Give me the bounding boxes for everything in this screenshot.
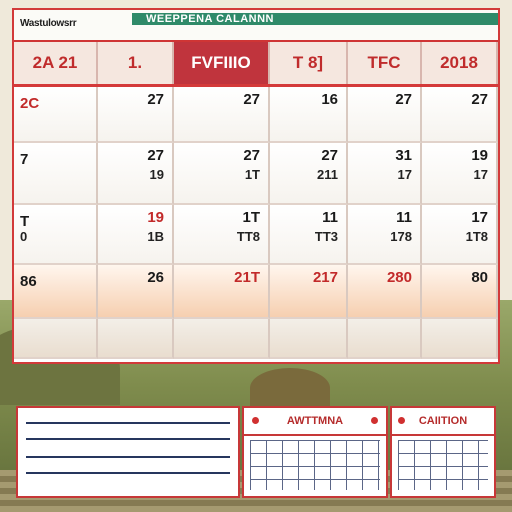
header-cell[interactable]: T 8] [270, 42, 348, 84]
day-cell[interactable] [98, 143, 174, 205]
day-number: 80 [471, 269, 488, 286]
notes-panel[interactable] [16, 406, 240, 498]
notes-line [26, 456, 230, 458]
day-number: 17 [471, 209, 488, 226]
day-cell[interactable] [174, 143, 270, 205]
ring-dot-icon [371, 417, 378, 424]
day-number: 11 [396, 209, 412, 226]
day-number: 27 [243, 91, 260, 108]
day-event: 1T [244, 167, 260, 182]
calendar-window [12, 8, 500, 364]
mini-calendar-header [244, 408, 386, 436]
day-event: 17 [397, 167, 412, 182]
day-number: 280 [386, 269, 412, 286]
day-number: 21T [234, 269, 260, 286]
day-number: 19 [147, 209, 164, 226]
ring-dot-icon [398, 417, 405, 424]
day-cell[interactable] [98, 205, 174, 265]
brand-label: Wastulowsrr [20, 18, 77, 29]
day-cell[interactable] [422, 143, 498, 205]
day-cell[interactable] [174, 319, 270, 359]
day-cell[interactable] [270, 143, 348, 205]
day-number: 7 [20, 151, 29, 168]
day-cell[interactable] [348, 87, 422, 143]
day-number: 19 [471, 147, 488, 164]
day-event: 17 [473, 167, 488, 182]
day-number: 27 [321, 147, 338, 164]
day-cell[interactable] [348, 143, 422, 205]
mini-calendar-grid [398, 440, 488, 490]
day-event: 1B [147, 229, 164, 244]
day-number: 26 [147, 269, 164, 286]
day-cell[interactable] [422, 319, 498, 359]
day-event: 211 [317, 167, 338, 182]
mini-calendar-title: AWTTMNA [286, 415, 344, 427]
day-cell[interactable] [14, 265, 98, 319]
month-grid [14, 87, 498, 362]
day-number: 16 [321, 91, 338, 108]
mini-calendar-2[interactable] [390, 406, 496, 498]
day-cell[interactable] [98, 319, 174, 359]
header-cell[interactable]: 2018 [422, 42, 498, 84]
header-cell[interactable]: 1. [98, 42, 174, 84]
day-number: 11 [322, 209, 338, 226]
day-number: 86 [20, 273, 37, 290]
day-cell[interactable] [98, 265, 174, 319]
day-number: 27 [243, 147, 260, 164]
day-cell[interactable] [270, 205, 348, 265]
day-number: 27 [147, 147, 164, 164]
day-cell[interactable] [174, 205, 270, 265]
header-row [14, 42, 498, 87]
notes-line [26, 472, 230, 474]
day-number: 27 [471, 91, 488, 108]
header-cell[interactable]: 2A 21 [14, 42, 98, 84]
mini-calendar-grid [250, 440, 380, 490]
day-cell[interactable] [348, 319, 422, 359]
day-event: 0 [20, 229, 28, 244]
notes-line [26, 422, 230, 424]
day-cell[interactable] [422, 265, 498, 319]
day-event: 178 [390, 229, 412, 244]
day-event: 19 [149, 167, 164, 182]
day-number: 217 [312, 269, 338, 286]
day-event: 1T8 [465, 229, 488, 244]
mini-calendar-header [392, 408, 494, 436]
mini-calendar-title: CAIITION [418, 415, 468, 427]
day-cell[interactable] [14, 143, 98, 205]
day-cell[interactable] [348, 205, 422, 265]
day-cell[interactable] [14, 205, 98, 265]
day-number: T [20, 213, 30, 230]
day-cell[interactable] [174, 87, 270, 143]
day-cell[interactable] [348, 265, 422, 319]
calendar-title: WEEPPENA CALANNN [146, 13, 274, 25]
ring-dot-icon [252, 417, 259, 424]
day-number: 1T [242, 209, 260, 226]
day-cell[interactable] [14, 87, 98, 143]
day-number: 27 [395, 91, 412, 108]
day-cell[interactable] [98, 87, 174, 143]
day-event: TT3 [314, 229, 338, 244]
day-cell[interactable] [422, 205, 498, 265]
day-event: TT8 [236, 229, 260, 244]
header-cell[interactable]: TFC [348, 42, 422, 84]
day-cell[interactable] [270, 265, 348, 319]
mini-calendar-1[interactable] [242, 406, 388, 498]
notes-line [26, 438, 230, 440]
day-number: 27 [147, 91, 164, 108]
day-cell[interactable] [270, 87, 348, 143]
day-cell[interactable] [174, 265, 270, 319]
title-bar [14, 10, 498, 42]
day-cell[interactable] [14, 319, 98, 359]
day-cell[interactable] [422, 87, 498, 143]
day-number: 31 [395, 147, 412, 164]
day-cell[interactable] [270, 319, 348, 359]
background-rock [250, 368, 330, 408]
header-cell-active[interactable]: FVFIIIO [174, 42, 270, 84]
day-number: 2C [20, 95, 40, 112]
